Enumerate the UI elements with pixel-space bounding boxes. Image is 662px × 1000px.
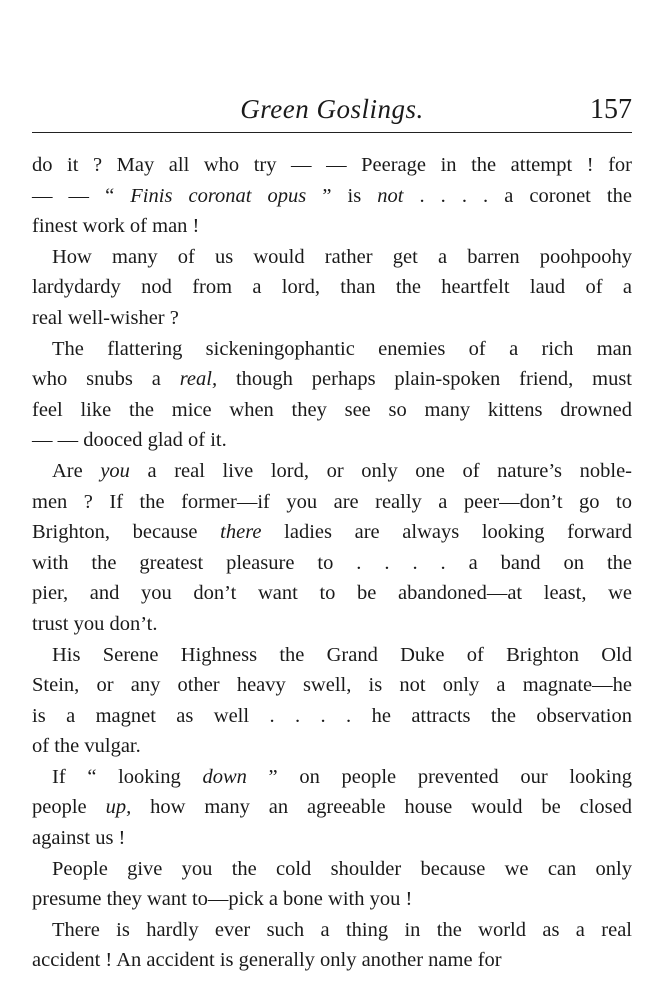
italic-text: real, — [179, 368, 218, 391]
text-line — [32, 823, 632, 854]
text-line — [32, 487, 632, 518]
text-line — [32, 150, 632, 181]
text-line — [32, 701, 632, 732]
text-line — [32, 517, 632, 548]
text-run: There is hardly ever such a thing in the world as a real — [52, 918, 632, 941]
text-run: . . . . a coronet the — [403, 184, 632, 207]
text-line — [32, 425, 632, 456]
text-run: pier, and you don’t want to be abandoned—at least, we — [32, 582, 632, 605]
italic-text: there — [220, 521, 262, 544]
text-line — [32, 945, 632, 976]
text-line — [32, 456, 632, 487]
paragraph — [32, 150, 632, 242]
text-line — [32, 915, 632, 946]
paragraph — [32, 456, 632, 640]
text-run: People give you the cold shoulder because we can only — [52, 857, 632, 880]
text-line — [32, 762, 632, 793]
text-line — [32, 211, 632, 242]
italic-text: you — [100, 459, 130, 482]
text-run: ” on people prevented our looking — [246, 765, 632, 788]
text-run: a real live lord, or only one of nature’s noble- — [129, 459, 633, 482]
body-text — [32, 150, 632, 976]
text-line — [32, 884, 632, 915]
paragraph — [32, 334, 632, 456]
text-line — [32, 242, 632, 273]
text-run: trust you don’t. — [32, 612, 158, 635]
text-line — [32, 395, 632, 426]
page-number: 157 — [590, 94, 632, 125]
text-run: If “ looking — [52, 765, 203, 788]
text-run: ” is — [306, 184, 378, 207]
text-run: men ? If the former—if you are really a peer—don’t go to — [32, 490, 632, 513]
text-run: how many an agreeable house would be closed — [131, 796, 632, 819]
italic-text: up, — [105, 796, 132, 819]
text-run: presume they want to—pick a bone with you ! — [32, 888, 413, 911]
text-line — [32, 303, 632, 334]
text-line — [32, 854, 632, 885]
text-run: His Serene Highness the Grand Duke of Brighton Old — [52, 643, 632, 666]
text-run: with the greatest pleasure to . . . . a band on the — [32, 551, 632, 574]
text-run: do it ? May all who try — — Peerage in the attempt ! for — [32, 154, 632, 176]
page-header — [32, 92, 632, 132]
text-run: Brighton, because — [32, 521, 221, 544]
italic-text: down — [202, 765, 247, 788]
paragraph — [32, 915, 632, 976]
text-run: lardydardy nod from a lord, than the heartfelt laud of a — [32, 276, 632, 299]
text-run: against us ! — [32, 827, 126, 850]
text-line — [32, 334, 632, 365]
text-run: is a magnet as well . . . . he attracts the observation — [32, 704, 632, 727]
text-run: finest work of man ! — [32, 215, 200, 238]
text-run: who snubs a — [32, 368, 180, 391]
text-line — [32, 731, 632, 762]
text-run: people — [32, 796, 106, 819]
text-run: real well-wisher ? — [32, 306, 179, 329]
running-title: Green Goslings. — [240, 94, 424, 124]
text-line — [32, 272, 632, 303]
paragraph — [32, 242, 632, 334]
text-line — [32, 181, 632, 212]
text-run: feel like the mice when they see so many kittens drowned — [32, 398, 632, 421]
text-line — [32, 548, 632, 579]
header-rule — [32, 132, 632, 133]
text-run: Stein, or any other heavy swell, is not only a magnate—he — [32, 674, 632, 697]
text-line — [32, 364, 632, 395]
text-run: The flattering sickeningophantic enemies of a rich man — [52, 337, 632, 360]
text-run: How many of us would rather get a barren poohpoohy — [52, 245, 632, 268]
paragraph — [32, 640, 632, 762]
text-line — [32, 640, 632, 671]
text-line — [32, 578, 632, 609]
text-run: — — “ — [32, 184, 131, 207]
text-run: Are — [52, 459, 101, 482]
paragraph — [32, 762, 632, 854]
text-line — [32, 670, 632, 701]
italic-text: Finis coronat opus — [130, 184, 307, 207]
italic-text: not — [377, 184, 404, 207]
text-line — [32, 609, 632, 640]
paragraph — [32, 854, 632, 915]
text-line — [32, 792, 632, 823]
text-run: though perhaps plain-spoken friend, must — [217, 368, 632, 391]
text-run: — — dooced glad of it. — [32, 429, 227, 452]
text-run: accident ! An accident is generally only another name for — [32, 949, 502, 972]
text-run: ladies are always looking forward — [261, 521, 633, 544]
text-run: of the vulgar. — [32, 735, 141, 758]
